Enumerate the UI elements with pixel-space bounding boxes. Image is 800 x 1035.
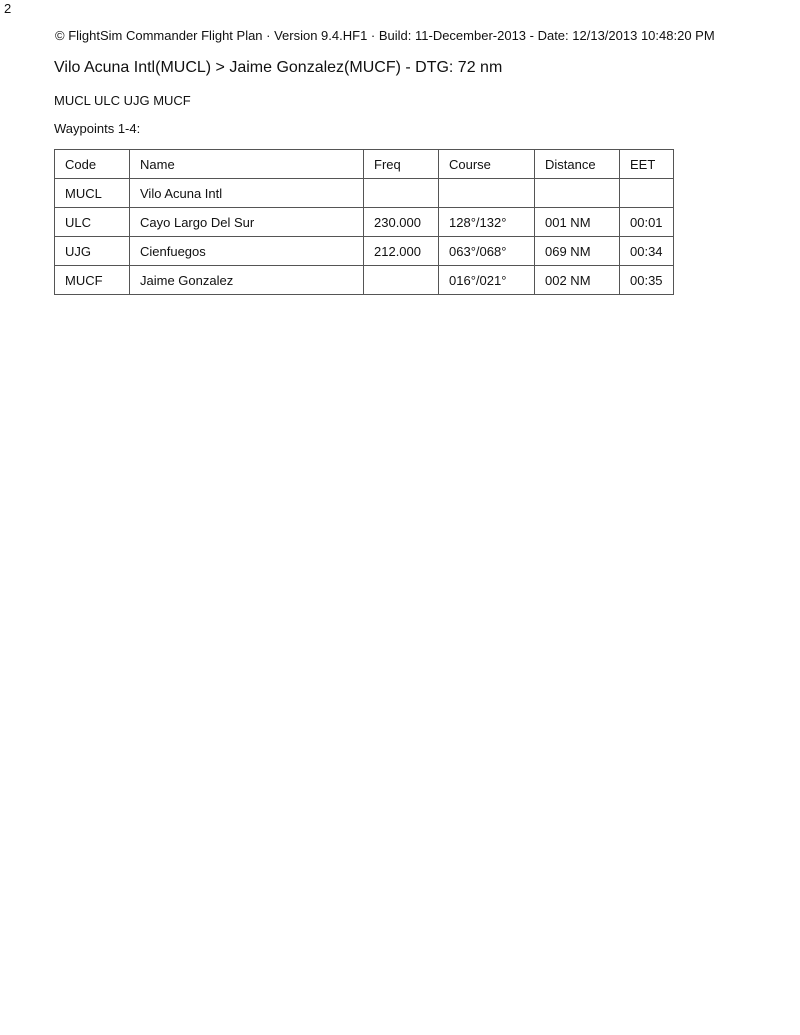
route-string: MUCL ULC UJG MUCF: [54, 93, 191, 108]
route-title: Vilo Acuna Intl(MUCL) > Jaime Gonzalez(MUCF) - DTG: 72 nm: [54, 59, 503, 76]
cell-course: 128°/132°: [439, 208, 535, 237]
table-row: [55, 237, 674, 266]
page-number: 2: [4, 1, 12, 16]
table-row: [55, 179, 674, 208]
cell-course: [439, 179, 535, 208]
cell-eet: 00:35: [620, 266, 674, 295]
document-header: © FlightSim Commander Flight Plan · Version 9.4.HF1 · Build: 11-December-2013 - Date: 12/13/2013 10:48:20 PM: [55, 28, 715, 43]
cell-eet: 00:34: [620, 237, 674, 266]
cell-distance: [535, 179, 620, 208]
cell-name: Jaime Gonzalez: [130, 266, 364, 295]
cell-freq: [364, 266, 439, 295]
column-header-code: Code: [55, 150, 130, 179]
cell-freq: 212.000: [364, 237, 439, 266]
cell-course: 063°/068°: [439, 237, 535, 266]
column-header-eet: EET: [620, 150, 674, 179]
cell-distance: 002 NM: [535, 266, 620, 295]
cell-code: MUCF: [55, 266, 130, 295]
cell-code: UJG: [55, 237, 130, 266]
cell-distance: 069 NM: [535, 237, 620, 266]
column-header-name: Name: [130, 150, 364, 179]
table-row: [55, 266, 674, 295]
waypoints-label: Waypoints 1-4:: [54, 121, 141, 136]
column-header-distance: Distance: [535, 150, 620, 179]
cell-code: MUCL: [55, 179, 130, 208]
cell-eet: [620, 179, 674, 208]
cell-name: Cayo Largo Del Sur: [130, 208, 364, 237]
cell-distance: 001 NM: [535, 208, 620, 237]
cell-freq: [364, 179, 439, 208]
waypoints-table: [54, 149, 674, 295]
column-header-freq: Freq: [364, 150, 439, 179]
cell-course: 016°/021°: [439, 266, 535, 295]
cell-name: Cienfuegos: [130, 237, 364, 266]
column-header-course: Course: [439, 150, 535, 179]
cell-code: ULC: [55, 208, 130, 237]
cell-eet: 00:01: [620, 208, 674, 237]
table-header-row: [55, 150, 674, 179]
table-row: [55, 208, 674, 237]
cell-name: Vilo Acuna Intl: [130, 179, 364, 208]
cell-freq: 230.000: [364, 208, 439, 237]
